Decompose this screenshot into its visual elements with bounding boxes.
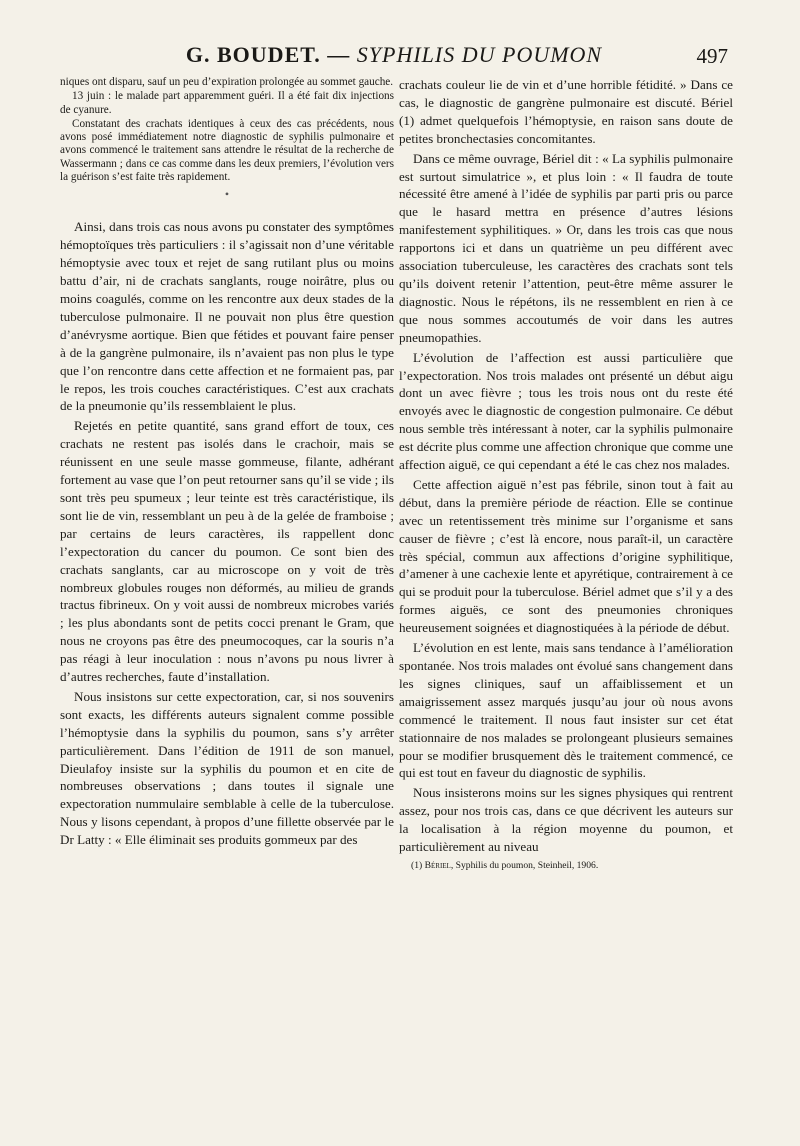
body-paragraph: Ainsi, dans trois cas nous avons pu constater des symptômes hémoptoïques très particuliers : il s’agissait non d’une véritable hémoptysie avec toux et rejet de sang rutilant plus ou moins battu d’air, ni de crachats sanglants, rouge noirâtre, plus ou moins coagulés, comme on les rencontre aux deux stades de la tuberculose pulmonaire. Il ne pouvait non plus être question d’anévrysme aortique. Bien que fétides et pouvant faire penser à de la gangrène pulmonaire, ils n’avaient pas non plus le type que l’on rencontre dans cette affection et ne formaient pas, par le repos, les trois couches caractéristiques. C’est aux crachats de la pneumonie qu’ils ressemblaient le plus. [60, 219, 394, 414]
header-dash: — [320, 42, 357, 67]
left-body [60, 218, 394, 849]
running-header [60, 42, 728, 72]
case-note-paragraph: 13 juin : le malade part apparemment guéri. Il a été fait dix injections de cyanure. [60, 90, 394, 116]
body-paragraph: Nous insisterons moins sur les signes physiques qui rentrent assez, pour nos trois cas, dans ce que décrivent les auteurs sur la localisation à la région moyenne du poumon, et particulièrement au niveau [399, 785, 733, 855]
page-number: 497 [696, 44, 728, 68]
case-note-paragraph: niques ont disparu, sauf un peu d’expiration prolongée au sommet gauche. [60, 76, 394, 88]
case-note-paragraph: Constatant des crachats identiques à ceux des cas précédents, nous avons posé immédiatement notre diagnostic de syphilis pulmonaire et avons commencé le traitement sans attendre le résultat de la recherche de Wassermann ; dans ce cas comme dans les deux premiers, l’évolution vers la guérison s’est faite très rapidement. [60, 117, 394, 184]
right-body [399, 76, 733, 856]
body-paragraph: crachats couleur lie de vin et d’une horrible fétidité. » Dans ce cas, le diagnostic de gangrène pulmonaire est discuté. Bériel (1) admet quelquefois l’hémoptysie, en raison sans doute de petites bronchectasies concomitantes. [399, 77, 733, 146]
body-paragraph: L’évolution en est lente, mais sans tendance à l’amélioration spontanée. Nos trois malades ont évolué sans changement dans les signes cliniques, sauf un affaiblissement et un amaigrissement assez marqués jusqu’au jour où nous avons commencé le traitement. Il nous faut insister sur cet état stationnaire de nos malades se prolongeant plusieurs semaines pour se modifier brusquement dès le traitement commencé, ce qui est tout en faveur du diagnostic de syphilis. [399, 640, 733, 781]
left-column [60, 76, 394, 849]
footnote [399, 860, 733, 872]
header-subject: SYPHILIS DU POUMON [356, 42, 603, 67]
body-paragraph: Dans ce même ouvrage, Bériel dit : « La syphilis pulmonaire est surtout simulatrice », et plus loin : « Il faudra de toute nécessité être amené à l’idée de syphilis par parti pris ou parce que le hasard mettra en présence d’autres lésions manifestement syphilitiques. » Or, dans les trois cas que nous rapportons ici et dans un quatrième un peu différent avec association tuberculeuse, les caractères des crachats sont tels qu’ils doivent retenir l’attention, peut-être même assurer le diagnostic. Nous le répétons, ils ne ressemblent en rien à ce que nous sommes accoutumés de voir dans les autres pneumopathies. [399, 150, 733, 345]
footnote-author: Bériel, [424, 859, 454, 871]
body-paragraph: Cette affection aiguë n’est pas fébrile, sinon tout à fait au début, dans la première période de réaction. Elle se continue avec un retentissement très minime sur l’organisme et sans causer de fièvre ; c’est là encore, nous paraît-il, un caractère très spécial, commun aux affections d’origine syphilitique, d’amener à une cachexie lente et apyrétique, contrairement à ce qui se produit pour la tuberculose. Bériel admet que s’il y a des formes aiguës, ce sont des pneumonies chroniques heureusement soignées et diagnostiquées à la période de début. [399, 476, 733, 636]
running-title [60, 42, 728, 68]
header-author: G. BOUDET. [185, 42, 321, 67]
case-notes [60, 76, 394, 184]
body-paragraph: Rejetés en petite quantité, sans grand effort de toux, ces crachats ne restent pas isolés dans le crachoir, mais se réunissent en une seule masse gommeuse, filante, adhérant fortement au vase que l’on peut retourner sans qu’il se vide ; ils sont très peu spumeux ; leur teinte est très caractéristique, ils sont lie de vin, ressemblant un peu à de la gelée de framboise ; par certains de leurs caractères, ils rappellent donc l’expectoration du cancer du poumon. Ce sont bien des crachats sanglants, car au microscope on y voit de très nombreux globules rouges non déformés, au milieu de grands tractus fibrineux. On y voit aussi de nombreux microbes variés ; les plus abondants sont de petits cocci prenant le Gram, que nous ne croyons pas être des pneumocoques, car la souris n’a pas réagi à leur inoculation : nous n’avons pu nous livrer à d’autres recherches, faute d’installation. [60, 418, 394, 685]
right-column [399, 76, 733, 872]
footnote-text: Syphilis du poumon, Steinheil, 1906. [455, 859, 599, 871]
body-paragraph: L’évolution de l’affection est aussi particulière que l’expectoration. Nos trois malades ont présenté un début aigu dont un avec fièvre ; tous les trois nous ont du reste été envoyés avec le diagnostic de congestion pulmonaire. Ce début nous semble très intéressant à noter, car la syphilis pulmonaire est décrite plus comme une affection chronique que comme une affection aiguë, ce qui cependant a été le cas chez nos malades. [399, 349, 733, 473]
footnote-marker: (1) [411, 859, 423, 871]
body-paragraph: Nous insistons sur cette expectoration, car, si nos souvenirs sont exacts, les différents auteurs signalent comme possible l’hémoptysie dans la syphilis du poumon, sans s’y arrêter particulièrement. Dans l’édition de 1911 de son manuel, Dieulafoy insiste sur la syphilis du poumon et en cite de nombreuses observations ; dans toutes il signale une expectoration nummulaire semblable à celle de la tuberculose. Nous y lisons cependant, à propos d’une fillette observée par le Dr Latty : « Elle éliminait ses produits gommeux par des [60, 688, 394, 848]
section-separator: • [224, 187, 230, 202]
